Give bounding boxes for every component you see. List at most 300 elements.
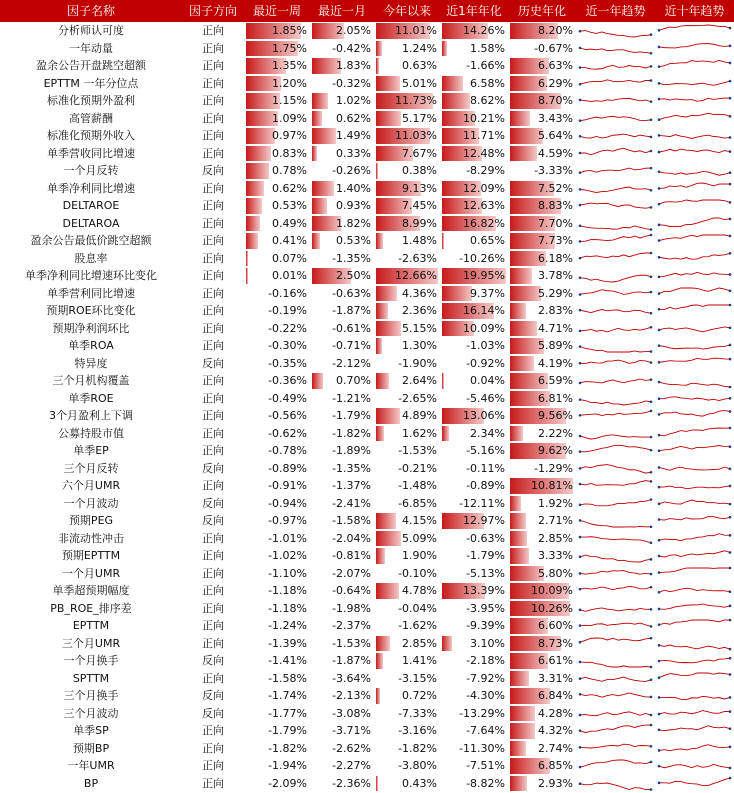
value-text: -1.24%	[268, 619, 307, 632]
trend-endpoint	[729, 776, 732, 779]
value-cell	[244, 740, 310, 758]
value-cell	[508, 512, 576, 530]
trend-line	[659, 658, 730, 663]
data-bar	[246, 163, 269, 179]
value-text: -1.77%	[268, 706, 307, 720]
one-year-trend-sparkline	[576, 530, 655, 548]
value-text: -7.64%	[466, 724, 505, 737]
value-cell	[244, 162, 310, 180]
trend-line	[659, 645, 730, 649]
value-cell	[440, 267, 508, 285]
value-cell	[374, 582, 440, 600]
factor-direction: 正向	[202, 216, 224, 230]
trend-endpoint	[658, 502, 661, 505]
factor-name: 分析师认可度	[58, 24, 124, 37]
value-cell	[440, 547, 508, 565]
trend-endpoint	[658, 413, 661, 416]
one-year-trend-sparkline	[576, 372, 655, 390]
factor-direction: 正向	[202, 549, 224, 562]
trend-endpoint	[650, 206, 653, 209]
value-cell	[244, 565, 310, 583]
one-year-trend-sparkline	[576, 267, 655, 285]
trend-endpoint	[729, 657, 732, 660]
data-bar	[246, 128, 275, 144]
trend-line	[580, 499, 651, 505]
trend-line	[659, 533, 730, 540]
value-text: -5.16%	[466, 444, 505, 457]
value-cell	[440, 565, 508, 583]
value-cell	[374, 22, 440, 40]
trend-endpoint	[579, 66, 582, 69]
value-cell	[310, 775, 374, 793]
value-text: 11.01%	[395, 24, 437, 37]
value-cell	[374, 757, 440, 775]
value-cell	[440, 320, 508, 338]
factor-name: 预期ROE环比变化	[46, 304, 136, 317]
value-cell	[310, 547, 374, 565]
ten-year-trend-sparkline	[655, 285, 734, 303]
trend-endpoint	[579, 329, 582, 332]
trend-line	[580, 760, 651, 767]
trend-endpoint	[579, 677, 582, 680]
trend-endpoint	[658, 82, 661, 85]
value-cell	[310, 92, 374, 110]
trend-endpoint	[729, 171, 732, 174]
trend-endpoint	[650, 228, 653, 231]
value-text: -3.64%	[332, 671, 371, 685]
ten-year-trend-sparkline	[655, 635, 734, 653]
data-bar	[510, 723, 535, 739]
table-row	[0, 512, 734, 530]
table-row	[0, 442, 734, 460]
value-text: 14.26%	[463, 24, 505, 37]
value-text: 2.36%	[402, 304, 437, 317]
trend-endpoint	[729, 410, 732, 413]
trend-endpoint	[729, 217, 732, 220]
value-text: -0.21%	[398, 461, 437, 475]
factor-direction: 正向	[202, 41, 224, 55]
value-cell	[374, 390, 440, 408]
trend-endpoint	[729, 79, 732, 82]
ten-year-trend-sparkline	[655, 442, 734, 460]
value-text: -0.49%	[268, 391, 307, 405]
table-row	[0, 407, 734, 425]
value-cell	[310, 495, 374, 513]
trend-line	[580, 638, 651, 642]
value-text: 0.72%	[402, 689, 437, 702]
factor-direction: 正向	[202, 741, 224, 755]
table-row	[0, 687, 734, 705]
trend-endpoint	[579, 503, 582, 506]
factor-name: 六个月UMR	[61, 479, 121, 492]
trend-line	[580, 79, 651, 83]
trend-endpoint	[579, 398, 582, 401]
ten-year-trend-sparkline	[655, 355, 734, 373]
value-cell	[244, 302, 310, 320]
table-row	[0, 600, 734, 618]
one-year-trend-sparkline	[576, 477, 655, 495]
value-text: 10.09%	[531, 584, 573, 597]
factor-name: 单季净利同比增速环比变化	[25, 269, 157, 282]
trend-endpoint	[658, 676, 661, 679]
value-text: 3.33%	[538, 549, 573, 562]
trend-line	[580, 744, 651, 748]
factor-name: 标准化预期外盈利	[47, 94, 135, 107]
trend-endpoint	[658, 118, 661, 121]
trend-endpoint	[650, 378, 653, 381]
trend-endpoint	[729, 619, 732, 622]
one-year-trend-sparkline	[576, 337, 655, 355]
trend-endpoint	[729, 304, 732, 307]
value-text: -1.03%	[466, 339, 505, 352]
value-cell	[440, 285, 508, 303]
value-cell	[374, 512, 440, 530]
value-cell	[374, 460, 440, 478]
value-text: -6.85%	[398, 496, 437, 510]
value-text: -1.74%	[268, 689, 307, 702]
value-cell	[508, 617, 576, 635]
value-text: -0.11%	[466, 461, 505, 475]
value-cell	[310, 652, 374, 670]
trend-endpoint	[579, 151, 582, 154]
trend-endpoint	[729, 551, 732, 554]
trend-line	[580, 434, 651, 438]
value-cell	[310, 337, 374, 355]
value-text: 6.84%	[538, 689, 573, 702]
trend-line	[580, 555, 651, 562]
column-header: 历史年化	[508, 0, 576, 22]
value-text: 1.40%	[336, 181, 371, 195]
value-text: 0.53%	[336, 234, 371, 247]
trend-line	[580, 235, 651, 241]
value-text: 8.83%	[538, 199, 573, 212]
value-text: 4.36%	[402, 286, 437, 300]
trend-line	[580, 520, 651, 527]
trend-line	[580, 445, 651, 452]
value-text: -1.87%	[332, 654, 371, 667]
value-text: -0.89%	[268, 461, 307, 475]
factor-name: 一个月换手	[63, 654, 119, 667]
trend-endpoint	[650, 572, 653, 575]
value-cell	[508, 705, 576, 723]
value-cell	[440, 197, 508, 215]
factor-name: 一个月UMR	[61, 566, 121, 580]
trend-line	[659, 253, 730, 259]
trend-endpoint	[658, 134, 661, 137]
data-bar	[376, 776, 378, 792]
data-bar	[442, 373, 444, 389]
ten-year-trend-sparkline	[655, 425, 734, 443]
value-cell	[374, 775, 440, 793]
value-cell	[374, 302, 440, 320]
value-text: 1.35%	[272, 59, 307, 72]
value-text: 4.32%	[538, 724, 573, 737]
factor-direction: 反向	[202, 496, 224, 510]
one-year-trend-sparkline	[576, 110, 655, 128]
data-bar	[376, 513, 396, 529]
factor-name: DELTAROA	[62, 216, 120, 230]
trend-line	[659, 235, 730, 241]
trend-endpoint	[579, 608, 582, 611]
ten-year-trend-sparkline	[655, 127, 734, 145]
value-text: 1.83%	[336, 59, 371, 72]
value-text: -10.26%	[459, 251, 505, 265]
data-bar	[246, 268, 248, 284]
value-text: 12.66%	[395, 269, 437, 282]
value-cell	[310, 145, 374, 163]
factor-direction: 正向	[202, 321, 224, 335]
value-cell	[508, 670, 576, 688]
value-cell	[440, 495, 508, 513]
trend-line	[580, 203, 651, 208]
trend-line	[659, 305, 730, 309]
value-text: 1.92%	[538, 496, 573, 510]
trend-line	[580, 693, 651, 697]
value-text: 7.67%	[402, 146, 437, 160]
value-text: 12.97%	[463, 514, 505, 527]
ten-year-trend-sparkline	[655, 390, 734, 408]
data-bar	[376, 58, 379, 74]
value-cell	[508, 302, 576, 320]
trend-endpoint	[658, 518, 661, 521]
value-cell	[508, 547, 576, 565]
trend-line	[580, 47, 651, 52]
value-text: -1.29%	[534, 461, 573, 475]
trend-endpoint	[658, 239, 661, 242]
value-cell	[508, 652, 576, 670]
data-bar	[376, 426, 384, 442]
value-cell	[244, 232, 310, 250]
trend-line	[580, 536, 651, 542]
value-cell	[310, 180, 374, 198]
value-cell	[374, 442, 440, 460]
factor-direction: 正向	[202, 636, 224, 650]
value-text: -11.30%	[459, 741, 505, 755]
ten-year-trend-sparkline	[655, 460, 734, 478]
value-text: -0.36%	[268, 374, 307, 387]
value-text: 13.06%	[463, 409, 505, 422]
value-text: 10.26%	[531, 601, 573, 615]
trend-line	[659, 183, 730, 188]
value-cell	[244, 337, 310, 355]
ten-year-trend-sparkline	[655, 162, 734, 180]
value-text: 1.09%	[272, 111, 307, 125]
trend-endpoint	[729, 97, 732, 100]
factor-direction: 正向	[202, 409, 224, 422]
value-text: -1.37%	[332, 479, 371, 492]
value-cell	[244, 775, 310, 793]
value-cell	[440, 705, 508, 723]
factor-direction: 正向	[202, 671, 224, 685]
value-cell	[244, 390, 310, 408]
value-text: 0.65%	[470, 234, 505, 247]
table-row	[0, 337, 734, 355]
column-header: 最近一周	[244, 0, 310, 22]
one-year-trend-sparkline	[576, 460, 655, 478]
factor-direction: 正向	[202, 181, 224, 195]
factor-name: EPTTM	[72, 619, 110, 632]
value-cell	[508, 722, 576, 740]
trend-line	[659, 726, 730, 731]
table-row	[0, 705, 734, 723]
table-row	[0, 267, 734, 285]
value-text: -7.33%	[398, 706, 437, 720]
value-cell	[374, 670, 440, 688]
table-row	[0, 302, 734, 320]
value-cell	[508, 530, 576, 548]
factor-name: 股息率	[74, 251, 108, 265]
value-text: -3.33%	[534, 164, 573, 177]
value-cell	[244, 460, 310, 478]
value-cell	[374, 740, 440, 758]
value-cell	[310, 740, 374, 758]
value-cell	[244, 320, 310, 338]
value-cell	[440, 145, 508, 163]
data-bar	[510, 671, 529, 687]
table-row	[0, 670, 734, 688]
trend-endpoint	[650, 65, 653, 68]
one-year-trend-sparkline	[576, 512, 655, 530]
value-text: 6.18%	[538, 251, 573, 265]
trend-endpoint	[658, 170, 661, 173]
data-bar	[312, 233, 320, 249]
trend-endpoint	[650, 449, 653, 452]
value-text: -1.39%	[268, 636, 307, 650]
value-cell	[310, 57, 374, 75]
trend-line	[659, 135, 730, 139]
value-text: -1.89%	[332, 444, 371, 457]
data-bar	[510, 286, 541, 302]
trend-line	[580, 586, 651, 589]
value-cell	[374, 355, 440, 373]
factor-direction: 正向	[202, 531, 224, 545]
factor-direction: 正向	[202, 24, 224, 37]
table-row	[0, 57, 734, 75]
value-cell	[310, 320, 374, 338]
factor-name: 预期EPTTM	[61, 549, 121, 562]
trend-endpoint	[650, 713, 653, 716]
value-cell	[440, 530, 508, 548]
value-text: -1.94%	[268, 759, 307, 772]
value-cell	[440, 390, 508, 408]
value-text: 1.58%	[470, 41, 505, 55]
data-bar	[376, 408, 400, 424]
trend-line	[580, 253, 651, 258]
trend-line	[659, 446, 730, 451]
ten-year-trend-sparkline	[655, 530, 734, 548]
trend-endpoint	[650, 312, 653, 315]
trend-endpoint	[579, 277, 582, 280]
factor-direction: 正向	[202, 426, 224, 440]
value-cell	[244, 582, 310, 600]
trend-endpoint	[579, 382, 582, 385]
data-bar	[510, 111, 530, 127]
factor-direction: 反向	[202, 164, 224, 177]
trend-line	[659, 744, 730, 750]
value-text: -1.79%	[268, 724, 307, 737]
value-cell	[440, 337, 508, 355]
value-text: -0.62%	[268, 426, 307, 440]
trend-endpoint	[658, 781, 661, 784]
value-text: -0.22%	[268, 321, 307, 335]
value-text: 6.85%	[538, 759, 573, 772]
trend-endpoint	[650, 761, 653, 764]
one-year-trend-sparkline	[576, 407, 655, 425]
value-cell	[508, 40, 576, 58]
value-cell	[374, 267, 440, 285]
factor-direction: 反向	[202, 654, 224, 667]
value-cell	[508, 267, 576, 285]
trend-endpoint	[729, 566, 732, 569]
data-bar	[442, 93, 470, 109]
trend-endpoint	[650, 350, 653, 353]
value-text: -0.42%	[332, 41, 371, 55]
trend-endpoint	[650, 361, 653, 364]
table-row	[0, 582, 734, 600]
trend-endpoint	[729, 289, 732, 292]
data-bar	[510, 776, 527, 792]
value-text: 5.89%	[538, 339, 573, 352]
data-bar	[510, 321, 537, 337]
value-text: 10.09%	[463, 321, 505, 335]
table-row	[0, 547, 734, 565]
value-cell	[244, 530, 310, 548]
value-text: 9.13%	[402, 181, 437, 195]
one-year-trend-sparkline	[576, 635, 655, 653]
value-cell	[508, 180, 576, 198]
value-text: -0.67%	[534, 41, 573, 55]
factor-name: 单季营利同比增速	[47, 286, 135, 300]
trend-line	[580, 275, 651, 282]
ten-year-trend-sparkline	[655, 407, 734, 425]
table-row	[0, 617, 734, 635]
value-text: 5.64%	[538, 129, 573, 142]
trend-endpoint	[579, 535, 582, 538]
value-cell	[310, 512, 374, 530]
factor-name: 盈余公告最低价跳空超额	[30, 234, 152, 247]
trend-endpoint	[658, 749, 661, 752]
table-row	[0, 40, 734, 58]
value-cell	[440, 250, 508, 268]
value-cell	[244, 22, 310, 40]
value-cell	[310, 687, 374, 705]
value-text: 1.41%	[402, 654, 437, 667]
value-text: 9.37%	[470, 286, 505, 300]
value-cell	[244, 267, 310, 285]
value-text: -1.53%	[398, 444, 437, 457]
data-bar	[376, 338, 382, 354]
trend-line	[580, 225, 651, 229]
value-cell	[310, 425, 374, 443]
value-cell	[374, 215, 440, 233]
trend-endpoint	[658, 591, 661, 594]
value-cell	[508, 127, 576, 145]
value-text: -7.92%	[466, 671, 505, 685]
value-text: -1.18%	[268, 584, 307, 597]
column-header: 今年以来	[374, 0, 440, 22]
trend-endpoint	[658, 571, 661, 574]
trend-line	[659, 673, 730, 678]
one-year-trend-sparkline	[576, 687, 655, 705]
value-text: 4.59%	[538, 146, 573, 160]
trend-endpoint	[650, 234, 653, 237]
value-text: -0.04%	[398, 601, 437, 615]
ten-year-trend-sparkline	[655, 197, 734, 215]
value-cell	[374, 180, 440, 198]
value-text: 0.49%	[272, 216, 307, 230]
trend-endpoint	[729, 426, 732, 429]
value-cell	[374, 40, 440, 58]
